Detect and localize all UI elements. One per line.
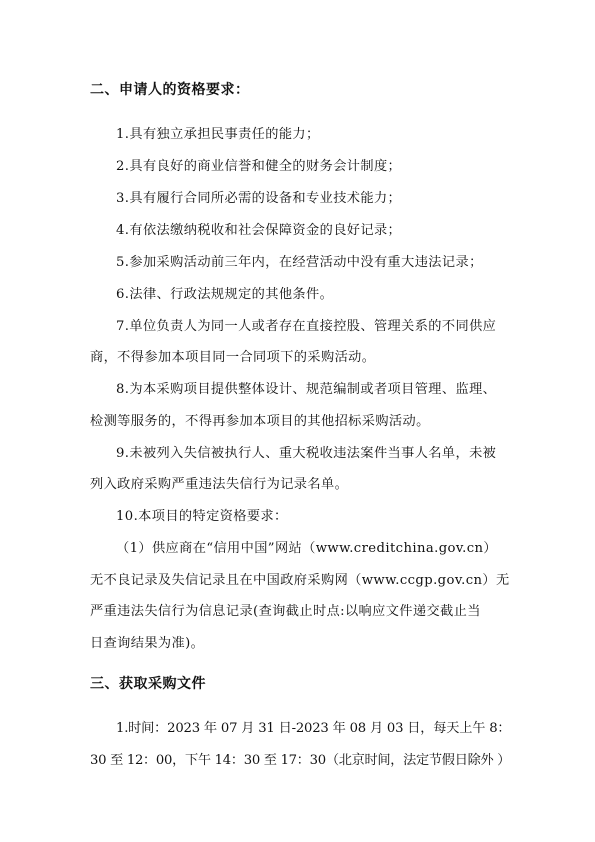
qualification-item-9: 9.未被列入失信被执行人、重大税收违法案件当事人名单，未被 <box>116 446 497 461</box>
qualification-item-4: 4.有依法缴纳税收和社会保障资金的良好记录； <box>116 223 402 238</box>
qualification-item-10-1-cont-c: 日查询结果为准)。 <box>90 636 205 651</box>
qualification-item-7: 7.单位负责人为同一人或者存在直接控股、管理关系的不同供应 <box>116 319 497 334</box>
qualification-item-8: 8.为本采购项目提供整体设计、规范编制或者项目管理、监理、 <box>116 382 497 397</box>
qualification-item-10: 10.本项目的特定资格要求： <box>116 509 288 524</box>
qualification-item-10-1-cont-a: 无不良记录及失信记录且在中国政府采购网（www.ccgp.gov.cn）无 <box>90 573 510 588</box>
qualification-item-6: 6.法律、行政法规规定的其他条件。 <box>116 287 334 302</box>
procurement-time: 1.时间：2023 年 07 月 31 日-2023 年 08 月 03 日，每天上午 8： <box>116 721 511 736</box>
qualification-item-10-1-cont-b: 严重违法失信行为信息记录(查询截止时点:以响应文件递交截止当 <box>90 604 481 619</box>
qualification-item-7-cont: 商，不得参加本项目同一合同项下的采购活动。 <box>90 350 376 365</box>
qualification-item-2: 2.具有良好的商业信誉和健全的财务会计制度； <box>116 159 402 174</box>
qualification-item-3: 3.具有履行合同所必需的设备和专业技术能力； <box>116 191 402 206</box>
section-heading-qualifications: 二、申请人的资格要求： <box>90 82 250 98</box>
procurement-time-cont: 30 至 12：00，下午 14：30 至 17：30（北京时间，法定节假日除外 ） <box>90 753 511 768</box>
qualification-item-10-1: （1）供应商在“信用中国”网站（www.creditchina.gov.cn） <box>116 541 498 556</box>
qualification-item-1: 1.具有独立承担民事责任的能力； <box>116 127 320 142</box>
qualification-item-5: 5.参加采购活动前三年内，在经营活动中没有重大违法记录； <box>116 255 483 270</box>
qualification-item-8-cont: 检测等服务的，不得再参加本项目的其他招标采购活动。 <box>90 414 430 429</box>
qualification-item-9-cont: 列入政府采购严重违法失信行为记录名单。 <box>90 477 349 492</box>
section-heading-procurement-documents: 三、获取采购文件 <box>90 676 206 692</box>
